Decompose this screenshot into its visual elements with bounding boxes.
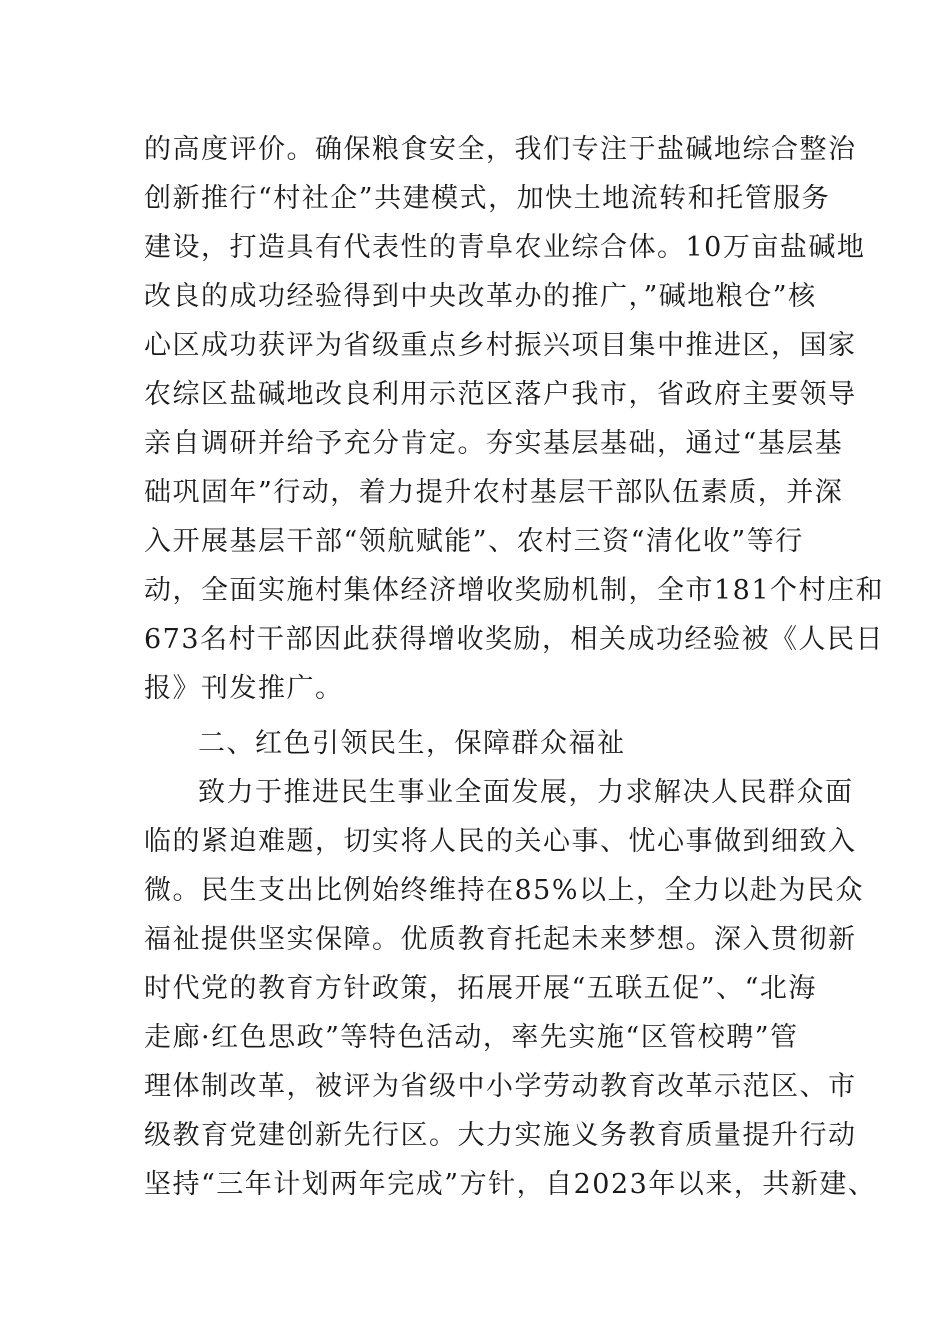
- text-line: 创新推行“村社企”共建模式，加快土地流转和托管服务: [144, 183, 831, 214]
- text-line: 级教育党建创新先行区。大力实施义务教育质量提升行动: [144, 1120, 857, 1151]
- text-line: 福祉提供坚实保障。优质教育托起未来梦想。深入贯彻新: [144, 924, 857, 955]
- text-line: 改良的成功经验得到中央改革办的推广，”碱地粮仓”核: [144, 281, 817, 312]
- text-line: 农综区盐碱地改良利用示范区落户我市，省政府主要领导: [144, 379, 857, 410]
- text-line: 的高度评价。确保粮食安全，我们专注于盐碱地综合整治: [144, 134, 857, 165]
- text-line: 础巩固年”行动，着力提升农村基层干部队伍素质，并深: [144, 477, 844, 508]
- text-line: 报》刊发推广。: [144, 673, 344, 704]
- text-line: 动，全面实施村集体经济增收奖励机制，全市181个村庄和: [144, 575, 885, 606]
- section-heading: 二、红色引领民生，保障群众福祉: [198, 728, 626, 759]
- text-line: 走廊·红色思政”等特色活动，率先实施“区管校聘”管: [144, 1022, 799, 1053]
- text-line: 临的紧迫难题，切实将人民的关心事、忧心事做到细致入: [144, 826, 857, 857]
- text-line: 心区成功获评为省级重点乡村振兴项目集中推进区，国家: [144, 330, 857, 361]
- text-line: 理体制改革，被评为省级中小学劳动教育改革示范区、市: [144, 1071, 857, 1102]
- paragraph-first-line: 致力于推进民生事业全面发展，力求解决人民群众面: [198, 777, 854, 808]
- text-line: 673名村干部因此获得增收奖励，相关成功经验被《人民日: [144, 624, 885, 655]
- text-line: 微。民生支出比例始终维持在85%以上，全力以赴为民众: [144, 875, 865, 906]
- text-line: 入开展基层干部“领航赋能”、农村三资“清化收”等行: [144, 526, 804, 557]
- text-line: 时代党的教育方针政策，拓展开展“五联五促”、“北海: [144, 973, 817, 1004]
- text-line: 坚持“三年计划两年完成”方针，自2023年以来，共新建、: [144, 1169, 877, 1200]
- text-line: 亲自调研并给予充分肯定。夯实基层基础，通过“基层基: [144, 428, 844, 459]
- text-line: 建设，打造具有代表性的青阜农业综合体。10万亩盐碱地: [144, 232, 866, 263]
